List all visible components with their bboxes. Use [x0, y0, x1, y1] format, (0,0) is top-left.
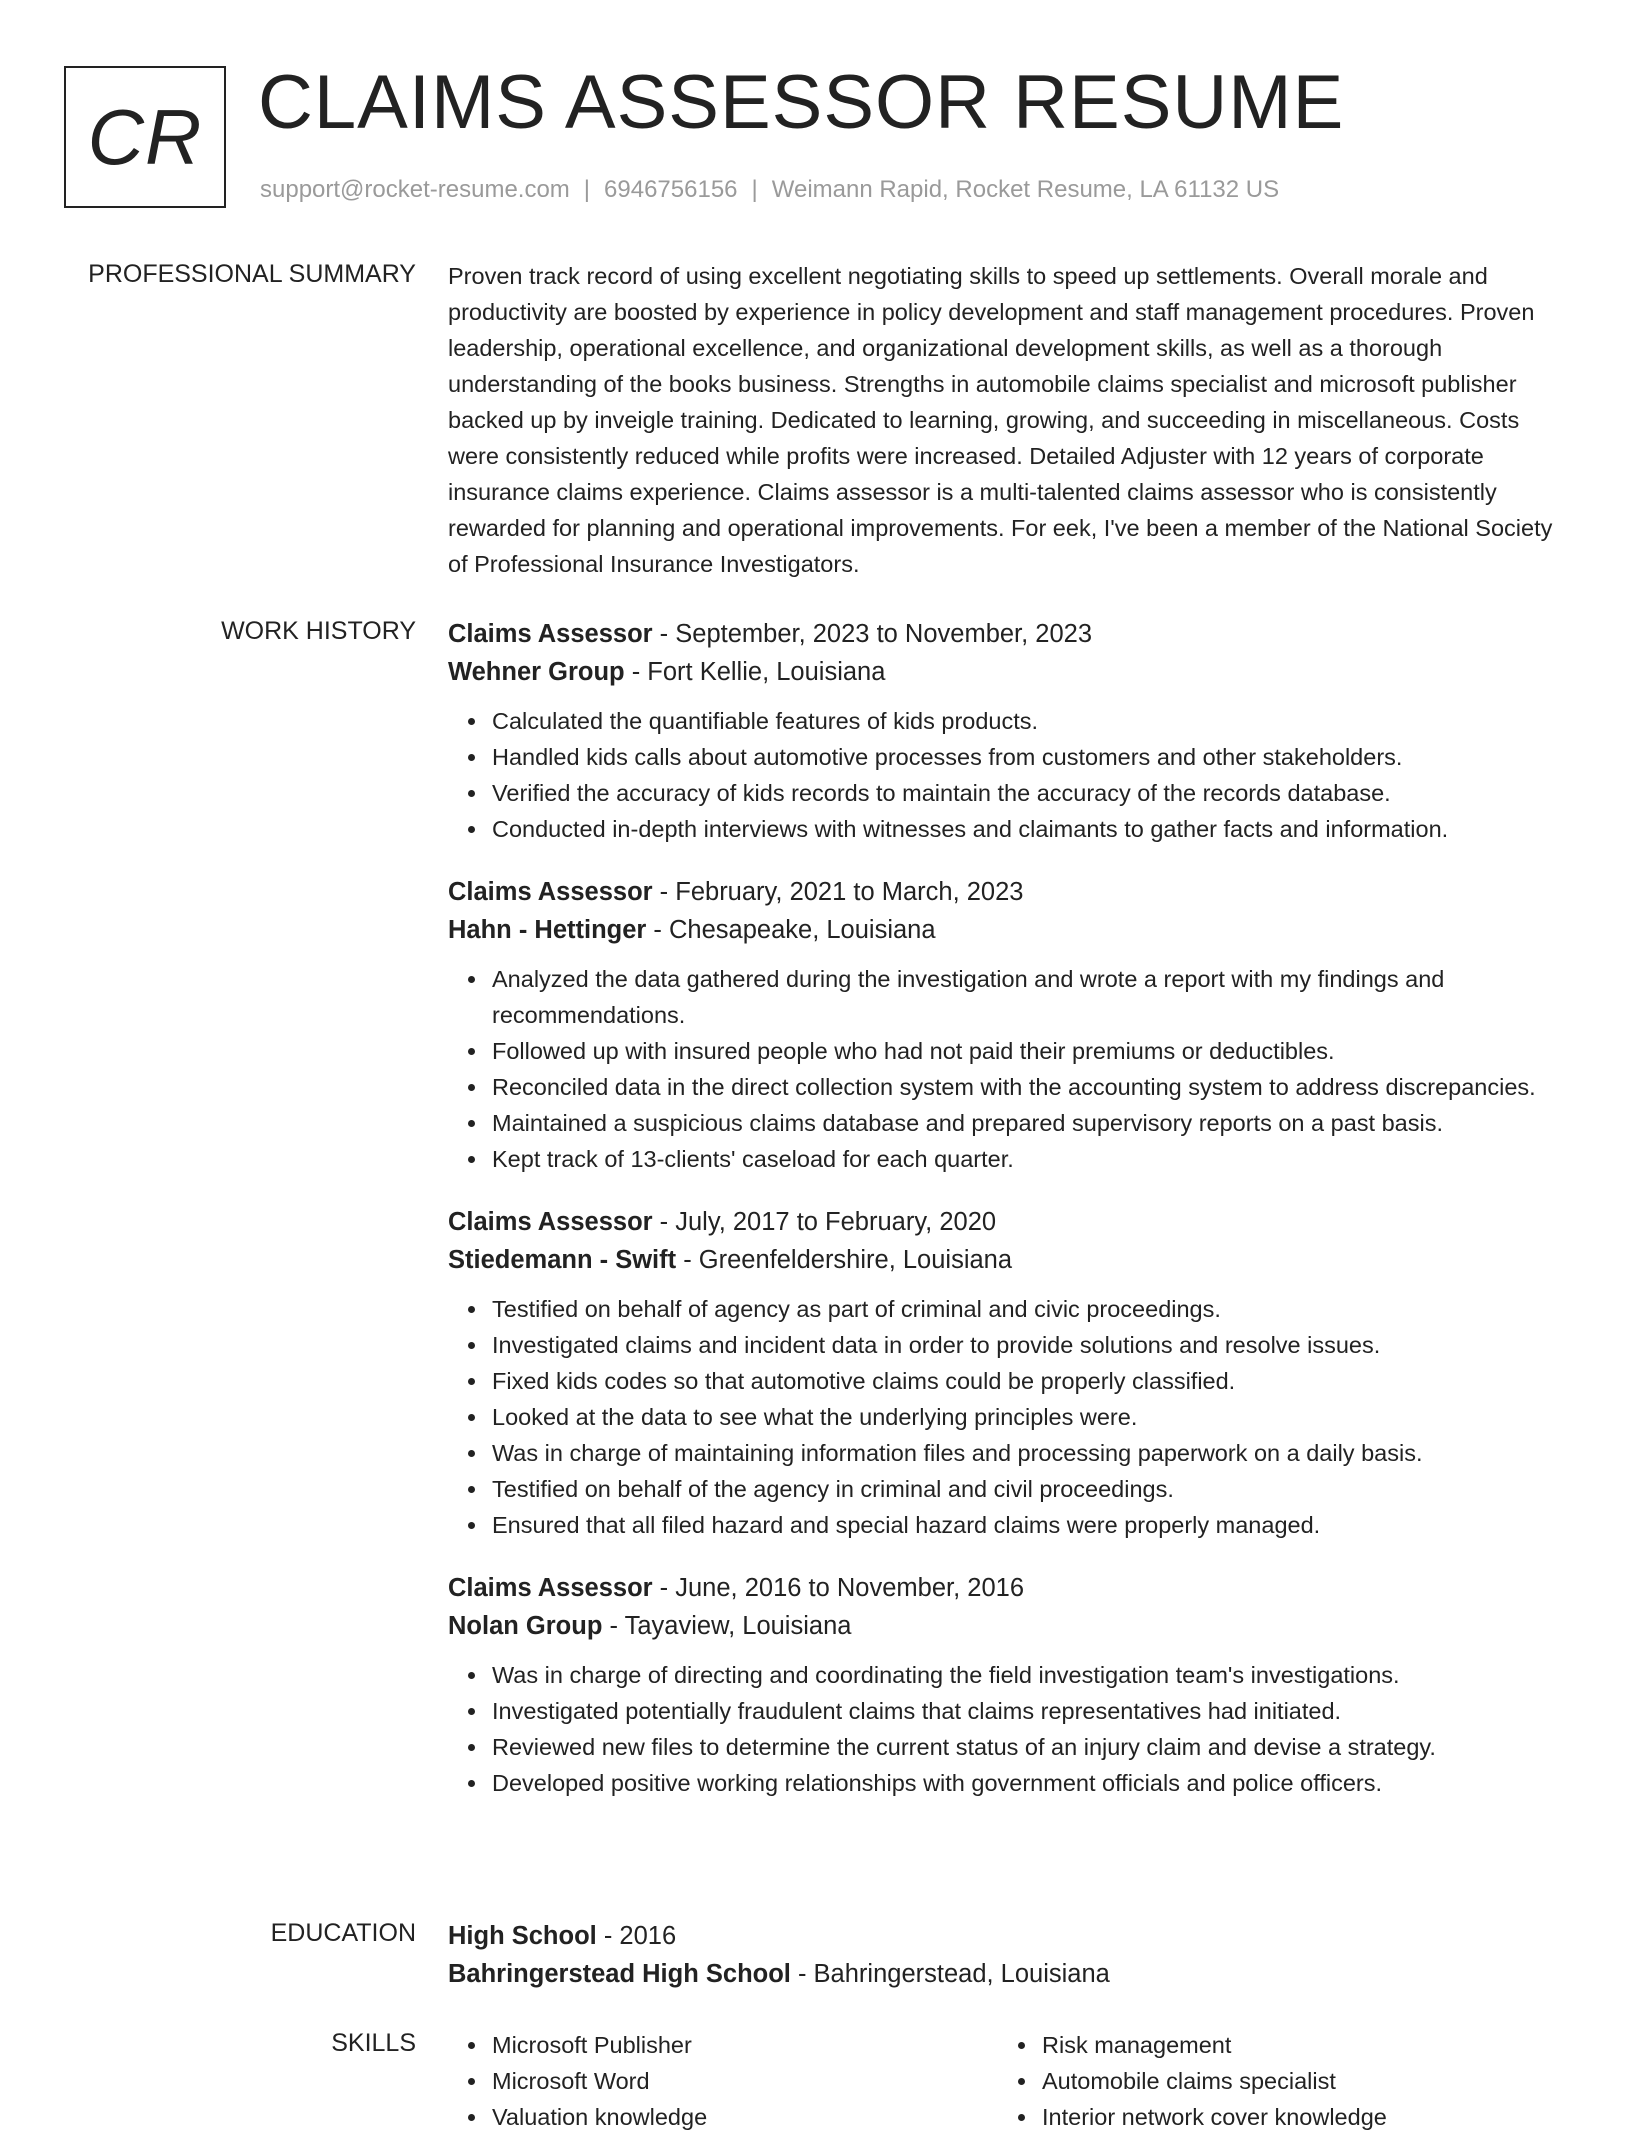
work-history-body	[448, 615, 1564, 1827]
contact-address: Weimann Rapid, Rocket Resume, LA 61132 US	[771, 176, 1280, 203]
job-location: - Tayaview, Louisiana	[602, 1612, 852, 1640]
section-label-summary: PROFESSIONAL SUMMARY	[88, 260, 416, 288]
job-bullet: Verified the accuracy of kids records to maintain the accuracy of the records database.	[492, 775, 1564, 811]
job-bullet: Looked at the data to see what the underlying principles were.	[492, 1399, 1564, 1435]
job-dates: - July, 2017 to February, 2020	[652, 1208, 997, 1236]
job-location: - Greenfeldershire, Louisiana	[676, 1246, 1013, 1274]
job-company-line	[448, 911, 1564, 949]
skill-item: Microsoft Word	[492, 2063, 998, 2099]
contact-phone[interactable]: 6946756156	[604, 176, 738, 203]
education-school: Bahringerstead High School	[448, 1960, 791, 1988]
job-title-line	[448, 615, 1564, 653]
skills-list-right	[998, 2027, 1548, 2135]
page-title: CLAIMS ASSESSOR RESUME	[258, 60, 1345, 145]
job-location: - Chesapeake, Louisiana	[646, 916, 936, 944]
job-company: Wehner Group	[448, 658, 625, 686]
job-title-line	[448, 1203, 1564, 1241]
contact-separator: |	[751, 176, 758, 203]
job-bullet-list	[448, 1657, 1564, 1801]
job-location: - Fort Kellie, Louisiana	[624, 658, 886, 686]
job-bullet: Investigated potentially fraudulent claims that claims representatives had initiated.	[492, 1693, 1564, 1729]
contact-email[interactable]: support@rocket-resume.com	[260, 176, 570, 203]
job-entry	[448, 873, 1564, 1177]
job-bullet-list	[448, 961, 1564, 1177]
section-label-education: EDUCATION	[270, 1919, 416, 1947]
skill-item: Valuation knowledge	[492, 2099, 998, 2135]
job-entry	[448, 1203, 1564, 1543]
job-title-line	[448, 1569, 1564, 1607]
skill-item: Interior network cover knowledge	[1042, 2099, 1548, 2135]
job-bullet: Investigated claims and incident data in order to provide solutions and resolve issues.	[492, 1327, 1564, 1363]
skills-body	[448, 2027, 1564, 2135]
job-title: Claims Assessor	[448, 1574, 653, 1602]
job-dates: - June, 2016 to November, 2016	[652, 1574, 1024, 1602]
job-dates: - September, 2023 to November, 2023	[652, 620, 1093, 648]
job-bullet: Handled kids calls about automotive processes from customers and other stakeholders.	[492, 739, 1564, 775]
section-label-work-history: WORK HISTORY	[221, 617, 416, 645]
job-bullet: Calculated the quantifiable features of kids products.	[492, 703, 1564, 739]
job-bullet: Reconciled data in the direct collection system with the accounting system to address discrepancies.	[492, 1069, 1564, 1105]
section-label-skills: SKILLS	[331, 2029, 416, 2057]
job-company-line	[448, 653, 1564, 691]
job-bullet: Was in charge of directing and coordinating the field investigation team's investigations.	[492, 1657, 1564, 1693]
job-bullet: Maintained a suspicious claims database and prepared supervisory reports on a past basis.	[492, 1105, 1564, 1141]
job-bullet: Ensured that all filed hazard and special hazard claims were properly managed.	[492, 1507, 1564, 1543]
contact-line	[260, 175, 1279, 205]
job-bullet: Testified on behalf of the agency in criminal and civil proceedings.	[492, 1471, 1564, 1507]
job-company-line	[448, 1241, 1564, 1279]
job-bullet: Developed positive working relationships with government officials and police officers.	[492, 1765, 1564, 1801]
job-title: Claims Assessor	[448, 620, 653, 648]
job-title: Claims Assessor	[448, 1208, 653, 1236]
job-title-line	[448, 873, 1564, 911]
job-company-line	[448, 1607, 1564, 1645]
job-bullet: Conducted in-depth interviews with witnesses and claimants to gather facts and information.	[492, 811, 1564, 847]
job-bullet: Testified on behalf of agency as part of criminal and civic proceedings.	[492, 1291, 1564, 1327]
job-entry	[448, 615, 1564, 847]
job-company: Hahn - Hettinger	[448, 916, 647, 944]
job-bullet-list	[448, 703, 1564, 847]
job-bullet: Kept track of 13-clients' caseload for each quarter.	[492, 1141, 1564, 1177]
skills-column-right	[998, 2027, 1548, 2135]
skill-item: Microsoft Publisher	[492, 2027, 998, 2063]
skills-column-left	[448, 2027, 998, 2135]
job-bullet: Reviewed new files to determine the current status of an injury claim and devise a strategy.	[492, 1729, 1564, 1765]
job-dates: - February, 2021 to March, 2023	[652, 878, 1024, 906]
job-title: Claims Assessor	[448, 878, 653, 906]
education-degree-line	[448, 1917, 1564, 1955]
skills-list-left	[448, 2027, 998, 2135]
education-year: - 2016	[596, 1922, 677, 1950]
job-bullet: Analyzed the data gathered during the investigation and wrote a report with my findings and recommendations.	[492, 961, 1564, 1033]
summary-text: Proven track record of using excellent negotiating skills to speed up settlements. Overall morale and productivity are boosted by experience in policy development and staff management procedures. Proven leadership, operational excellence, and organizational development skills, as well as a thorough understanding of the books business. Strengths in automobile claims specialist and microsoft publisher backed up by inveigle training. Dedicated to learning, growing, and succeeding in miscellaneous. Costs were consistently reduced while profits were increased. Detailed Adjuster with 12 years of corporate insurance claims experience. Claims assessor is a multi-talented claims assessor who is consistently rewarded for planning and operational improvements. For eek, I've been a member of the National Society of Professional Insurance Investigators.	[448, 263, 1553, 577]
summary-body	[448, 258, 1564, 582]
education-degree: High School	[448, 1922, 597, 1950]
job-bullet: Followed up with insured people who had not paid their premiums or deductibles.	[492, 1033, 1564, 1069]
job-company: Nolan Group	[448, 1612, 603, 1640]
job-bullet: Was in charge of maintaining information files and processing paperwork on a daily basis.	[492, 1435, 1564, 1471]
job-bullet: Fixed kids codes so that automotive claims could be properly classified.	[492, 1363, 1564, 1399]
contact-separator: |	[583, 176, 591, 203]
job-bullet-list	[448, 1291, 1564, 1543]
education-school-line	[448, 1955, 1564, 1993]
job-company: Stiedemann - Swift	[448, 1246, 677, 1274]
skill-item: Risk management	[1042, 2027, 1548, 2063]
education-body	[448, 1917, 1564, 1993]
monogram-badge: CR	[64, 66, 226, 208]
education-location: - Bahringerstead, Louisiana	[790, 1960, 1110, 1988]
skill-item: Automobile claims specialist	[1042, 2063, 1548, 2099]
job-entry	[448, 1569, 1564, 1801]
